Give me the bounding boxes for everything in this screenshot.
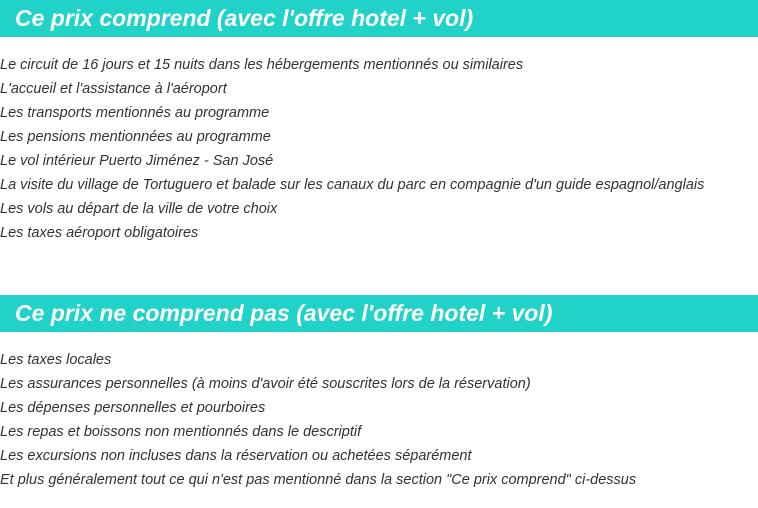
included-item: Le circuit de 16 jours et 15 nuits dans les hébergements mentionnés ou similaires: [0, 57, 524, 73]
included-item: Les transports mentionnés au programme: [0, 105, 270, 121]
included-item: Les taxes aéroport obligatoires: [0, 225, 199, 241]
included-item: Les pensions mentionnées au programme: [0, 129, 271, 145]
excluded-section-title: Ce prix ne comprend pas (avec l'offre hotel + vol): [15, 300, 553, 326]
included-item: Le vol intérieur Puerto Jiménez - San José: [0, 153, 274, 169]
excluded-list: [0, 348, 758, 492]
included-section-title: Ce prix comprend (avec l'offre hotel + vol): [15, 5, 474, 31]
included-item: L'accueil et l'assistance à l'aéroport: [0, 81, 227, 97]
excluded-section-header: [0, 295, 758, 332]
excluded-item: Les excursions non incluses dans la réservation ou achetées séparément: [0, 448, 472, 464]
included-list: [0, 53, 758, 245]
excluded-item: Les repas et boissons non mentionnés dans le descriptif: [0, 424, 362, 440]
excluded-item: Les dépenses personnelles et pourboires: [0, 400, 266, 416]
included-item: Les vols au départ de la ville de votre choix: [0, 201, 278, 217]
excluded-item: Les taxes locales: [0, 352, 112, 368]
included-item: La visite du village de Tortuguero et balade sur les canaux du parc en compagnie d'un guide espagnol/anglais: [0, 177, 705, 193]
excluded-item: Les assurances personnelles (à moins d'avoir été souscrites lors de la réservation): [0, 376, 531, 392]
excluded-item: Et plus généralement tout ce qui n'est pas mentionné dans la section "Ce prix comprend" ci-dessus: [0, 472, 637, 488]
included-section-header: [0, 0, 758, 37]
